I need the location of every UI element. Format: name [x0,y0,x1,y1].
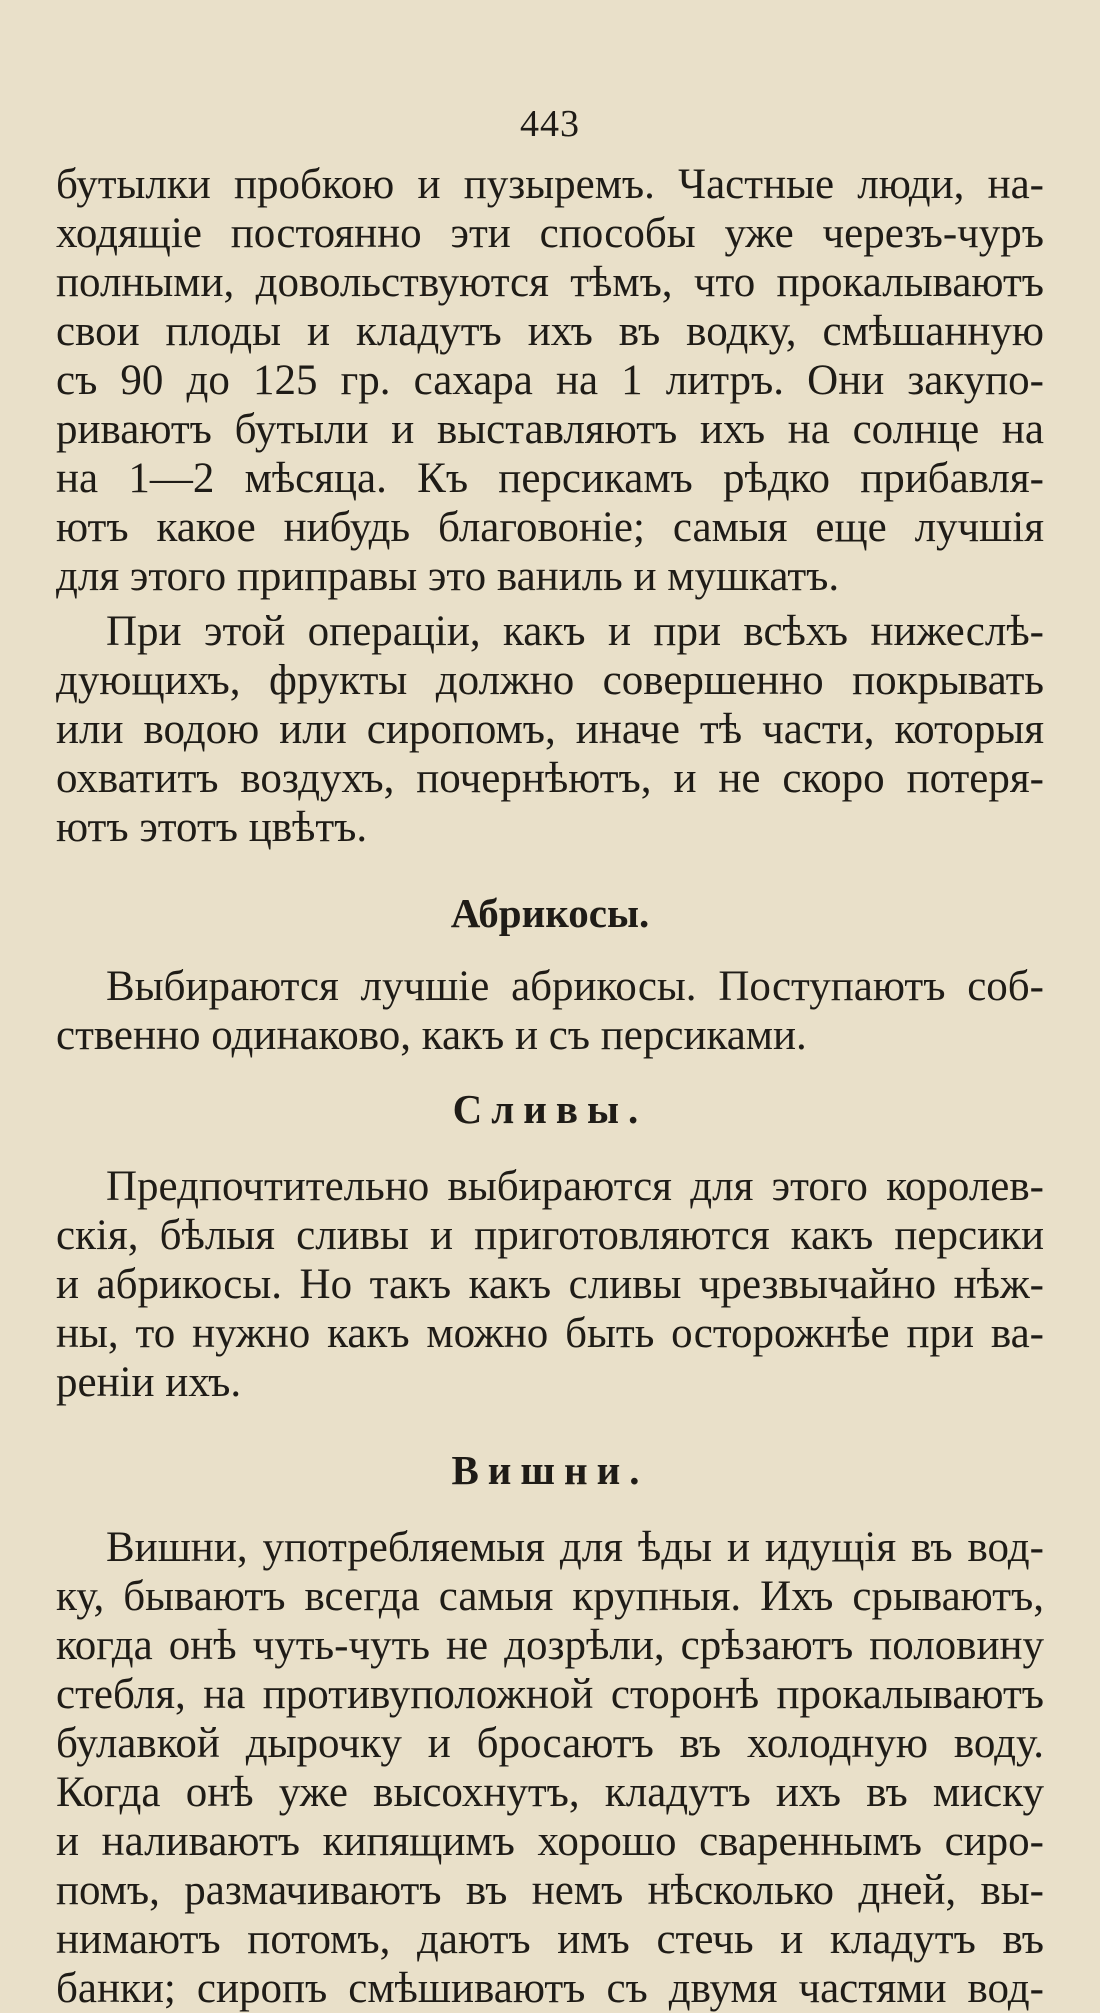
paragraph-intro [56,160,1044,601]
paragraph-plums [56,1162,1044,1407]
text-line: Вишни, употребляемыя для ѣды и идущія въ вод- [106,1524,1044,1571]
text-line: Выбираются лучшіе абрикосы. Поступаютъ соб- [106,963,1044,1010]
text-line: банки; сиропъ смѣшиваютъ съ двумя частями вод- [56,1965,1044,2012]
text-line: Предпочтительно выбираются для этого королев- [106,1163,1044,1210]
text-line: свои плоды и кладутъ ихъ въ водку, смѣшанную [56,308,1044,355]
text-line: реніи ихъ. [56,1359,242,1406]
text-line: ходящіе постоянно эти способы уже черезъ-чуръ [56,210,1044,257]
text-line: скія, бѣлыя сливы и приготовляются какъ персики [56,1212,1044,1259]
text-line: помъ, размачиваютъ въ немъ нѣсколько дней, вы- [56,1867,1044,1914]
section-heading-plums: Сливы. [452,1086,648,1132]
paragraph-apricots [56,962,1044,1060]
text-line: и наливаютъ кипящимъ хорошо свареннымъ сиро- [56,1818,1044,1865]
text-line: Когда онѣ уже высохнутъ, кладутъ ихъ въ миску [56,1769,1044,1816]
text-line: риваютъ бутыли и выставляютъ ихъ на солнце на [56,406,1044,453]
text-line: нимаютъ потомъ, даютъ имъ стечь и кладутъ въ [56,1916,1044,1963]
text-line: дующихъ, фрукты должно совершенно покрывать [56,657,1044,704]
text-line: или водою или сиропомъ, иначе тѣ части, которыя [56,706,1044,753]
text-line: бутылки пробкою и пузыремъ. Частные люди, на- [56,161,1044,208]
text-line: съ 90 до 125 гр. сахара на 1 литръ. Они закупо- [56,357,1044,404]
text-line: полными, довольствуются тѣмъ, что прокалываютъ [56,259,1044,306]
text-line: При этой операціи, какъ и при всѣхъ нижеслѣ- [106,608,1044,655]
text-line: охватитъ воздухъ, почернѣютъ, и не скоро потеря- [56,755,1044,802]
text-line: на 1—2 мѣсяца. Къ персикамъ рѣдко прибавля- [56,455,1044,502]
text-line: ны, то нужно какъ можно быть осторожнѣе при ва- [56,1310,1044,1357]
text-line: ку, бываютъ всегда самыя крупныя. Ихъ срываютъ, [56,1573,1044,1620]
page-number: 443 [520,103,580,145]
text-line: когда онѣ чуть-чуть не дозрѣли, срѣзаютъ половину [56,1622,1044,1669]
text-line: стебля, на противуположной сторонѣ прокалываютъ [56,1671,1044,1718]
text-line: булавкой дырочку и бросаютъ въ холодную воду. [56,1720,1044,1767]
text-line: для этого приправы это ваниль и мушкатъ. [56,553,840,600]
section-heading-cherries: Вишни. [451,1447,649,1493]
text-line: ютъ этотъ цвѣтъ. [56,804,368,851]
page-content [56,160,1044,2013]
paragraph-operation [56,607,1044,852]
text-line: и абрикосы. Но такъ какъ сливы чрезвычайно нѣж- [56,1261,1044,1308]
section-heading-apricots: Абрикосы. [450,890,650,936]
paragraph-cherries [56,1523,1044,2013]
text-line: ютъ какое нибудь благовоніе; самыя еще лучшія [56,504,1044,551]
text-line: ственно одинаково, какъ и съ персиками. [56,1012,807,1059]
